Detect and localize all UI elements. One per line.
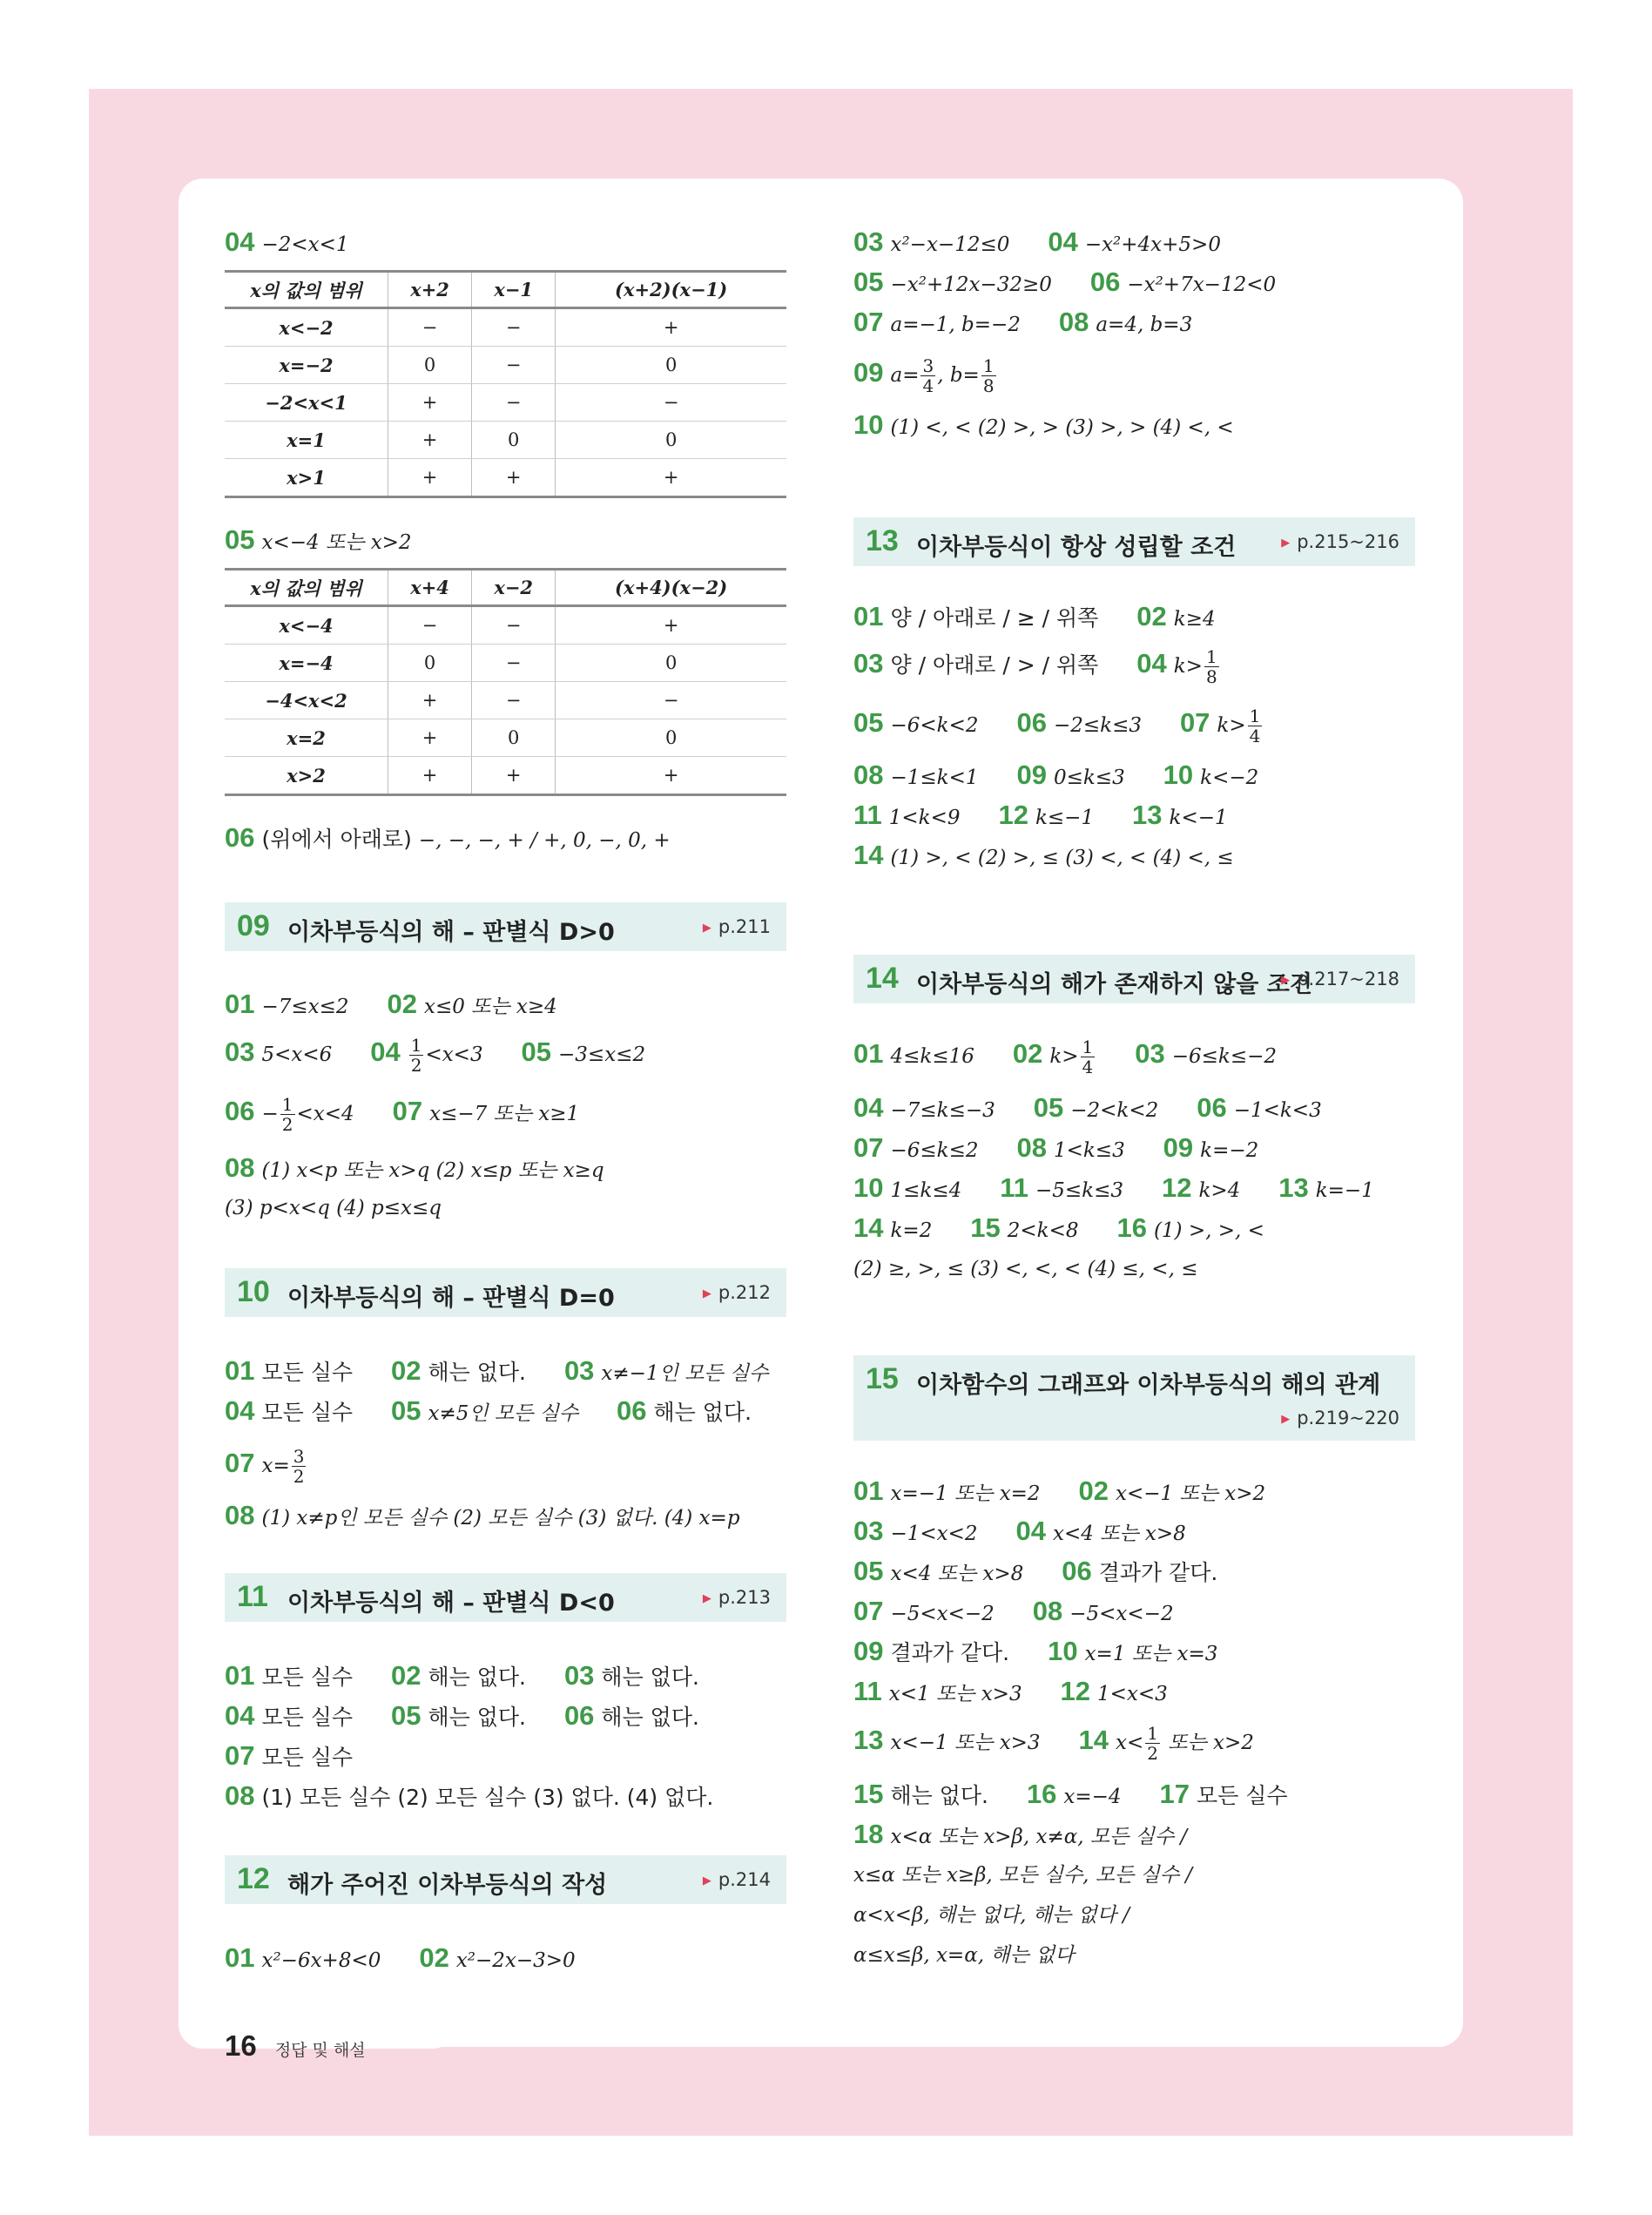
fraction: $\frac{1}{2}$ <box>1147 1722 1158 1764</box>
footer-title: 정답 및 해설 <box>274 2041 366 2060</box>
table-header: x+2 <box>388 272 472 308</box>
top-row4: 09 a= $\frac{3}{4}$ , b= $\frac{1}{8}$ <box>853 355 995 396</box>
fraction: $\frac{1}{8}$ <box>982 355 995 396</box>
s09-row2: 03 5<x<6 04 $\frac{1}{2}$ <x<3 05 −3≤x≤2 <box>225 1034 646 1076</box>
page-ref: ▶ p.215~216 <box>1281 531 1399 552</box>
s14-row5: 14 k=2 15 2<k<8 16 (1) >, >, < <box>853 1212 1264 1243</box>
s15-row4: 07 −5<x<−2 08 −5<x<−2 <box>853 1596 1174 1626</box>
s12-row1: 01 x²−6x+8<0 02 x²−2x−3>0 <box>225 1942 576 1973</box>
fraction: $\frac{3}{2}$ <box>293 1445 305 1487</box>
top-row5: 10 (1) <, < (2) >, > (3) >, > (4) <, < <box>853 409 1234 440</box>
s11-row2: 04 모든 실수 05 해는 없다. 06 해는 없다. <box>225 1700 699 1731</box>
s15-row5: 09 결과가 같다. 10 x=1 또는 x=3 <box>853 1636 1218 1666</box>
s14-row3: 07 −6≤k≤2 08 1<k≤3 09 k=−2 <box>853 1132 1259 1163</box>
s15-row11: α<x<β, 해는 없다, 해는 없다 / <box>853 1904 1130 1927</box>
table-header: x−1 <box>472 272 556 308</box>
section-13-header: 13 이차부등식이 항상 성립할 조건 ▶ p.215~216 <box>853 517 1415 566</box>
table-row: −2<x<1 + − − <box>225 384 786 422</box>
s13-row2: 03 양 / 아래로 / > / 위쪽 04 k> $\frac{1}{8}$ <box>853 645 1217 687</box>
sign-table-1 <box>225 270 786 498</box>
s15-row9: 18 x<α 또는 x>β, x≠α, 모든 실수 / <box>853 1819 1188 1849</box>
s15-row3: 05 x<4 또는 x>8 06 결과가 같다. <box>853 1556 1218 1586</box>
s15-row8: 15 해는 없다. 16 x=−4 17 모든 실수 <box>853 1779 1288 1809</box>
table-row: x>1 + + + <box>225 459 786 497</box>
s13-row3: 05 −6<k<2 06 −2≤k≤3 07 k> $\frac{1}{4}$ <box>853 705 1261 746</box>
table-header: x+4 <box>388 570 472 606</box>
sign-table-2 <box>225 568 786 796</box>
top-row1: 03 x²−x−12≤0 04 −x²+4x+5>0 <box>853 226 1221 257</box>
s09-row5: (3) p<x<q (4) p≤x≤q <box>225 1197 442 1219</box>
table-row: −4<x<2 + − − <box>225 682 786 719</box>
fraction: $\frac{1}{2}$ <box>410 1034 422 1076</box>
table-row: x=1 + 0 0 <box>225 422 786 459</box>
s15-row12: α≤x≤β, x=α, 해는 없다 <box>853 1944 1075 1967</box>
table-header: (x+4)(x−2) <box>556 570 786 606</box>
s15-row1: 01 x=−1 또는 x=2 02 x<−1 또는 x>2 <box>853 1476 1266 1506</box>
s14-row6: (2) ≥, >, ≤ (3) <, <, < (4) ≤, <, ≤ <box>853 1258 1198 1280</box>
s10-row1: 01 모든 실수 02 해는 없다. 03 x≠−1인 모든 실수 <box>225 1355 769 1386</box>
table-row: x<−2 − − + <box>225 308 786 347</box>
table-header: (x+2)(x−1) <box>556 272 786 308</box>
section-11-header: 11 이차부등식의 해 – 판별식 D<0 ▶ p.213 <box>225 1573 786 1622</box>
fraction: $\frac{1}{2}$ <box>281 1093 293 1135</box>
s15-row10: x≤α 또는 x≥β, 모든 실수, 모든 실수 / <box>853 1864 1193 1887</box>
table-row: x=−4 0 − 0 <box>225 645 786 682</box>
table-row: x>2 + + + <box>225 757 786 795</box>
answer-04: 04 −2<x<1 <box>225 226 349 257</box>
table-header: x의 값의 범위 <box>225 570 388 606</box>
section-09-header: 09 이차부등식의 해 – 판별식 D>0 ▶ p.211 <box>225 902 786 951</box>
fraction: $\frac{1}{4}$ <box>1082 1036 1094 1077</box>
s11-row3: 07 모든 실수 <box>225 1740 354 1771</box>
section-10-header: 10 이차부등식의 해 – 판별식 D=0 ▶ p.212 <box>225 1268 786 1317</box>
page-ref: ▶ p.219~220 <box>1281 1408 1399 1428</box>
answer-05: 05 x<−4 또는 x>2 <box>225 524 412 555</box>
s14-row4: 10 1≤k≤4 11 −5≤k≤3 12 k>4 13 k=−1 <box>853 1172 1374 1203</box>
s10-row2: 04 모든 실수 05 x≠5인 모든 실수 06 해는 없다. <box>225 1395 752 1426</box>
s13-row6: 14 (1) >, < (2) >, ≤ (3) <, < (4) <, ≤ <box>853 840 1234 870</box>
s14-row1: 01 4≤k≤16 02 k> $\frac{1}{4}$ 03 −6≤k≤−2 <box>853 1036 1277 1077</box>
table-row: x=2 + 0 0 <box>225 719 786 757</box>
table-row: x=−2 0 − 0 <box>225 347 786 384</box>
page-ref: ▶ p.213 <box>703 1587 771 1608</box>
fraction: $\frac{3}{4}$ <box>922 355 934 396</box>
s15-row6: 11 x<1 또는 x>3 12 1<x<3 <box>853 1676 1168 1706</box>
table-header: x−2 <box>472 570 556 606</box>
table-header: x의 값의 범위 <box>225 272 388 308</box>
page-ref: ▶ p.217~218 <box>1281 969 1399 989</box>
s13-row5: 11 1<k<9 12 k≤−1 13 k<−1 <box>853 800 1228 830</box>
page-ref: ▶ p.212 <box>703 1282 771 1303</box>
top-row3: 07 a=−1, b=−2 08 a=4, b=3 <box>853 307 1193 337</box>
s11-row1: 01 모든 실수 02 해는 없다. 03 해는 없다. <box>225 1660 699 1691</box>
section-15-header: 15 이차함수의 그래프와 이차부등식의 해의 관계 ▶ p.219~220 <box>853 1355 1415 1441</box>
s09-row3: 06 − $\frac{1}{2}$ <x<4 07 x≤−7 또는 x≥1 <box>225 1093 580 1135</box>
s09-row4: 08 (1) x<p 또는 x>q (2) x≤p 또는 x≥q <box>225 1152 604 1183</box>
fraction: $\frac{1}{8}$ <box>1205 645 1217 687</box>
top-row2: 05 −x²+12x−32≥0 06 −x²+7x−12<0 <box>853 267 1277 297</box>
s09-row1: 01 −7≤x≤2 02 x≤0 또는 x≥4 <box>225 989 557 1019</box>
s13-row4: 08 −1≤k<1 09 0≤k≤3 10 k<−2 <box>853 760 1259 790</box>
page-ref: ▶ p.211 <box>703 916 771 937</box>
table-row: x<−4 − − + <box>225 606 786 645</box>
s14-row2: 04 −7≤k≤−3 05 −2<k<2 06 −1<k<3 <box>853 1092 1322 1123</box>
page-footer <box>225 2029 366 2063</box>
s13-row1: 01 양 / 아래로 / ≥ / 위쪽 02 k≥4 <box>853 601 1216 631</box>
s15-row2: 03 −1<x<2 04 x<4 또는 x>8 <box>853 1516 1186 1546</box>
fraction: $\frac{1}{4}$ <box>1249 705 1261 746</box>
page-ref: ▶ p.214 <box>703 1869 771 1890</box>
s15-row7: 13 x<−1 또는 x>3 14 x< $\frac{1}{2}$ 또는 x>2 <box>853 1722 1254 1764</box>
s10-row4: 08 (1) x≠p인 모든 실수 (2) 모든 실수 (3) 없다. (4) x=p <box>225 1500 740 1530</box>
s10-row3: 07 x= $\frac{3}{2}$ <box>225 1445 305 1487</box>
s11-row4: 08 (1) 모든 실수 (2) 모든 실수 (3) 없다. (4) 없다. <box>225 1780 714 1811</box>
section-14-header: 14 이차부등식의 해가 존재하지 않을 조건 ▶ p.217~218 <box>853 955 1415 1003</box>
section-12-header: 12 해가 주어진 이차부등식의 작성 ▶ p.214 <box>225 1855 786 1904</box>
answer-06: 06 (위에서 아래로) −, −, −, + / +, 0, −, 0, + <box>225 822 671 853</box>
page-number: 16 <box>225 2029 257 2062</box>
